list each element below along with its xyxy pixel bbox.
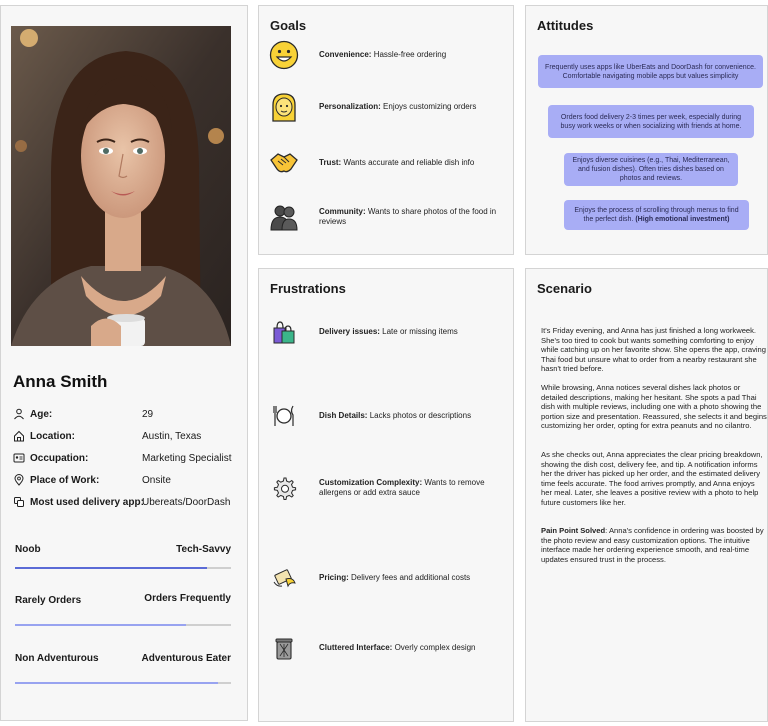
money-wings-icon [271, 565, 297, 591]
frustration-item [271, 635, 507, 661]
attitude-bubble: Orders food delivery 2-3 times per week, especially during busy work weeks or when socializing with friends at home. [548, 105, 754, 138]
goal-item [269, 40, 505, 70]
attitude-bubble: Enjoys the process of scrolling through menus to find the perfect dish. (High emotional investment) [564, 200, 749, 230]
scale-right-label: Orders Frequently [144, 593, 231, 604]
attitudes-panel [525, 5, 768, 255]
handshake-icon [269, 148, 299, 178]
detail-label: Place of Work: [30, 474, 100, 486]
scenario-paragraph-4: Pain Point Solved: Anna's confidence in ordering was boosted by the photo review and easy customization options. The intuitive interface made her ordering experience smooth, and real-time updates ensured trust in the process. [541, 526, 764, 564]
scale-track [15, 624, 231, 626]
detail-location [13, 428, 202, 444]
scale-track [15, 682, 231, 684]
gear-icon [271, 475, 297, 501]
scale-track [15, 567, 231, 569]
scenario-paragraph-1: It's Friday evening, and Anna has just finished a long workweek. She's too tired to cook but wants something comforting to enjoy while catching up on her favorite show. She opens the app, craving Thai food but unsure what to order from a nearby restaurant she hasn't tried before. [541, 326, 767, 374]
detail-label: Occupation: [30, 452, 89, 464]
profile-panel [0, 5, 248, 721]
frustrations-title: Frustrations [270, 281, 346, 296]
scale-left-label: Noob [15, 544, 41, 555]
plate-cutlery-icon [271, 403, 297, 429]
detail-occupation [13, 450, 232, 466]
detail-delivery-app [13, 494, 231, 510]
detail-value: Marketing Specialist [142, 452, 232, 464]
home-icon [13, 430, 25, 442]
scenario-paragraph-3: As she checks out, Anna appreciates the clear pricing breakdown, showing the dish cost, delivery fee, and tip. A notification informs her the driver has picked up her order, and the estimated delivery time feels accurate. The food arrives promptly, and Anna enjoys her meal. Later, she leaves a positive review with a photo to help future customers like her. [541, 450, 763, 507]
frustration-text: Customization Complexity: Wants to remove allergens or add extra sauce [319, 478, 485, 497]
goal-item [269, 202, 505, 232]
grinning-face-icon [269, 40, 299, 70]
goal-text: Trust: Wants accurate and reliable dish info [319, 158, 475, 167]
frustration-item [271, 565, 507, 591]
person-icon [13, 408, 25, 420]
detail-label: Age: [30, 408, 53, 420]
goal-text: Personalization: Enjoys customizing orders [319, 102, 477, 111]
attitude-bubble: Frequently uses apps like UberEats and DoorDash for convenience. Comfortable navigating mobile apps but values simplicity [538, 55, 763, 88]
frustrations-panel [258, 268, 514, 722]
detail-value: Onsite [142, 474, 171, 486]
detail-value: Austin, Texas [142, 430, 202, 442]
people-silhouette-icon [269, 202, 299, 232]
scale-left-label: Rarely Orders [15, 595, 82, 606]
detail-value: 29 [142, 408, 154, 420]
scale-fill [15, 567, 207, 569]
detail-value: Ubereats/DoorDash [142, 496, 231, 508]
profile-photo [11, 26, 231, 346]
frustration-text: Pricing: Delivery fees and additional costs [319, 573, 471, 582]
scenario-paragraph-2: While browsing, Anna notices several dishes lack photos or detailed descriptions, making her hesitant. She spots a pad Thai dish with multiple reviews, including one with a photo showing the portion size and presentation. Reassured, she selects it and begins customizing her order, opting for extra peanuts and no cilantro. [541, 383, 767, 431]
shopping-bags-icon [271, 319, 297, 345]
goals-panel [258, 5, 514, 255]
frustration-item [271, 475, 507, 501]
copy-icon [13, 496, 25, 508]
frustration-text: Delivery issues: Late or missing items [319, 327, 458, 336]
goals-title: Goals [270, 18, 307, 33]
frustration-text: Cluttered Interface: Overly complex design [319, 643, 476, 652]
scenario-panel [525, 268, 768, 722]
detail-age [13, 406, 154, 422]
scale-left-label: Non Adventurous [15, 653, 99, 664]
goal-text: Convenience: Hassle-free ordering [319, 50, 447, 59]
scale-fill [15, 624, 186, 626]
scenario-title: Scenario [537, 281, 592, 296]
persona-name: Anna Smith [13, 372, 108, 391]
id-card-icon [13, 452, 25, 464]
goal-item [269, 148, 505, 178]
frustration-item [271, 403, 507, 429]
frustration-item [271, 319, 507, 345]
detail-place-of-work [13, 472, 171, 488]
frustration-text: Dish Details: Lacks photos or descriptions [319, 411, 472, 420]
scale-right-label: Adventurous Eater [141, 653, 231, 664]
detail-label: Location: [30, 430, 75, 442]
trash-can-icon [271, 635, 297, 661]
attitude-bubble: Enjoys diverse cuisines (e.g., Thai, Mediterranean, and fusion dishes). Often tries dishes based on photos and reviews. [564, 153, 738, 186]
location-pin-icon [13, 474, 25, 486]
goal-text: Community: Wants to share photos of the food in reviews [319, 207, 497, 226]
person-blonde-icon [269, 92, 299, 122]
attitudes-title: Attitudes [537, 18, 594, 33]
scale-fill [15, 682, 218, 684]
scale-right-label: Tech-Savvy [176, 544, 231, 555]
detail-label: Most used delivery app: [30, 496, 144, 508]
goal-item [269, 92, 505, 122]
